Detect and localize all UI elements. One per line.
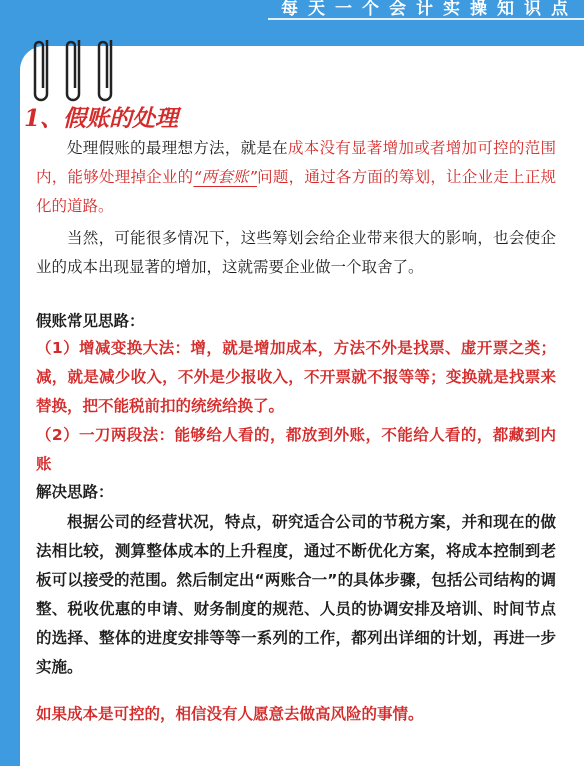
intro-paragraph-1 <box>36 134 556 221</box>
solution-title: 解决思路： <box>36 483 114 501</box>
intro-paragraph-2: 当然，可能很多情况下，这些筹划会给企业带来很大的影响，也会使企业的成本出现显著的增加，这就需要企业做一个取舍了。 <box>36 229 556 276</box>
two-books-term: “两套账” <box>193 168 257 186</box>
ideas-title: 假账常见思路： <box>36 312 145 330</box>
top-banner <box>0 0 584 40</box>
binder-clip-icon <box>62 36 84 102</box>
intro-highlight-end: 问题，通过各方面的筹划，让企业走上正规化的道路。 <box>36 168 556 215</box>
solution-body: 根据公司的经营状况，特点，研究适合公司的节税方案，并和现在的做法相比较，测算整体成本的上升程度，通过不断优化方案，将成本控制到老板可以接受的范围。然后制定出“两账合一”的具体步骤，包括公司结构的调整、税收优惠的申请、财务制度的规范、人员的协调安排及培训、时间节点的选择、整体的进度安排等等一系列的工作，都列出详细的计划，再进一步实施。 <box>36 513 556 676</box>
intro-highlight: 成本没有显著增加或者增加可控的范围内，能够处理掉企业的 <box>36 139 556 186</box>
conclusion-text: 如果成本是可控的，相信没有人愿意去做高风险的事情。 <box>36 705 424 723</box>
ideas-item-2: （2）一刀两段法：能够给人看的，都放到外账，不能给人看的，都藏到内账 <box>36 426 556 473</box>
binder-clip-icon <box>30 36 52 102</box>
ideas-item-1: （1）增减变换大法：增，就是增加成本，方法不外是找票、虚开票之类；减，就是减少收入，不外是少报收入，不开票就不报等等；变换就是找票来替换，把不能税前扣的统统给换了。 <box>36 339 556 415</box>
banner-title: 每天一个会计实操知识点 <box>281 0 578 19</box>
intro-text: 处理假账的最理想方法，就是在 <box>67 139 288 157</box>
section-heading: 1、假账的处理 <box>24 105 179 132</box>
binder-clip-icon <box>94 36 116 102</box>
